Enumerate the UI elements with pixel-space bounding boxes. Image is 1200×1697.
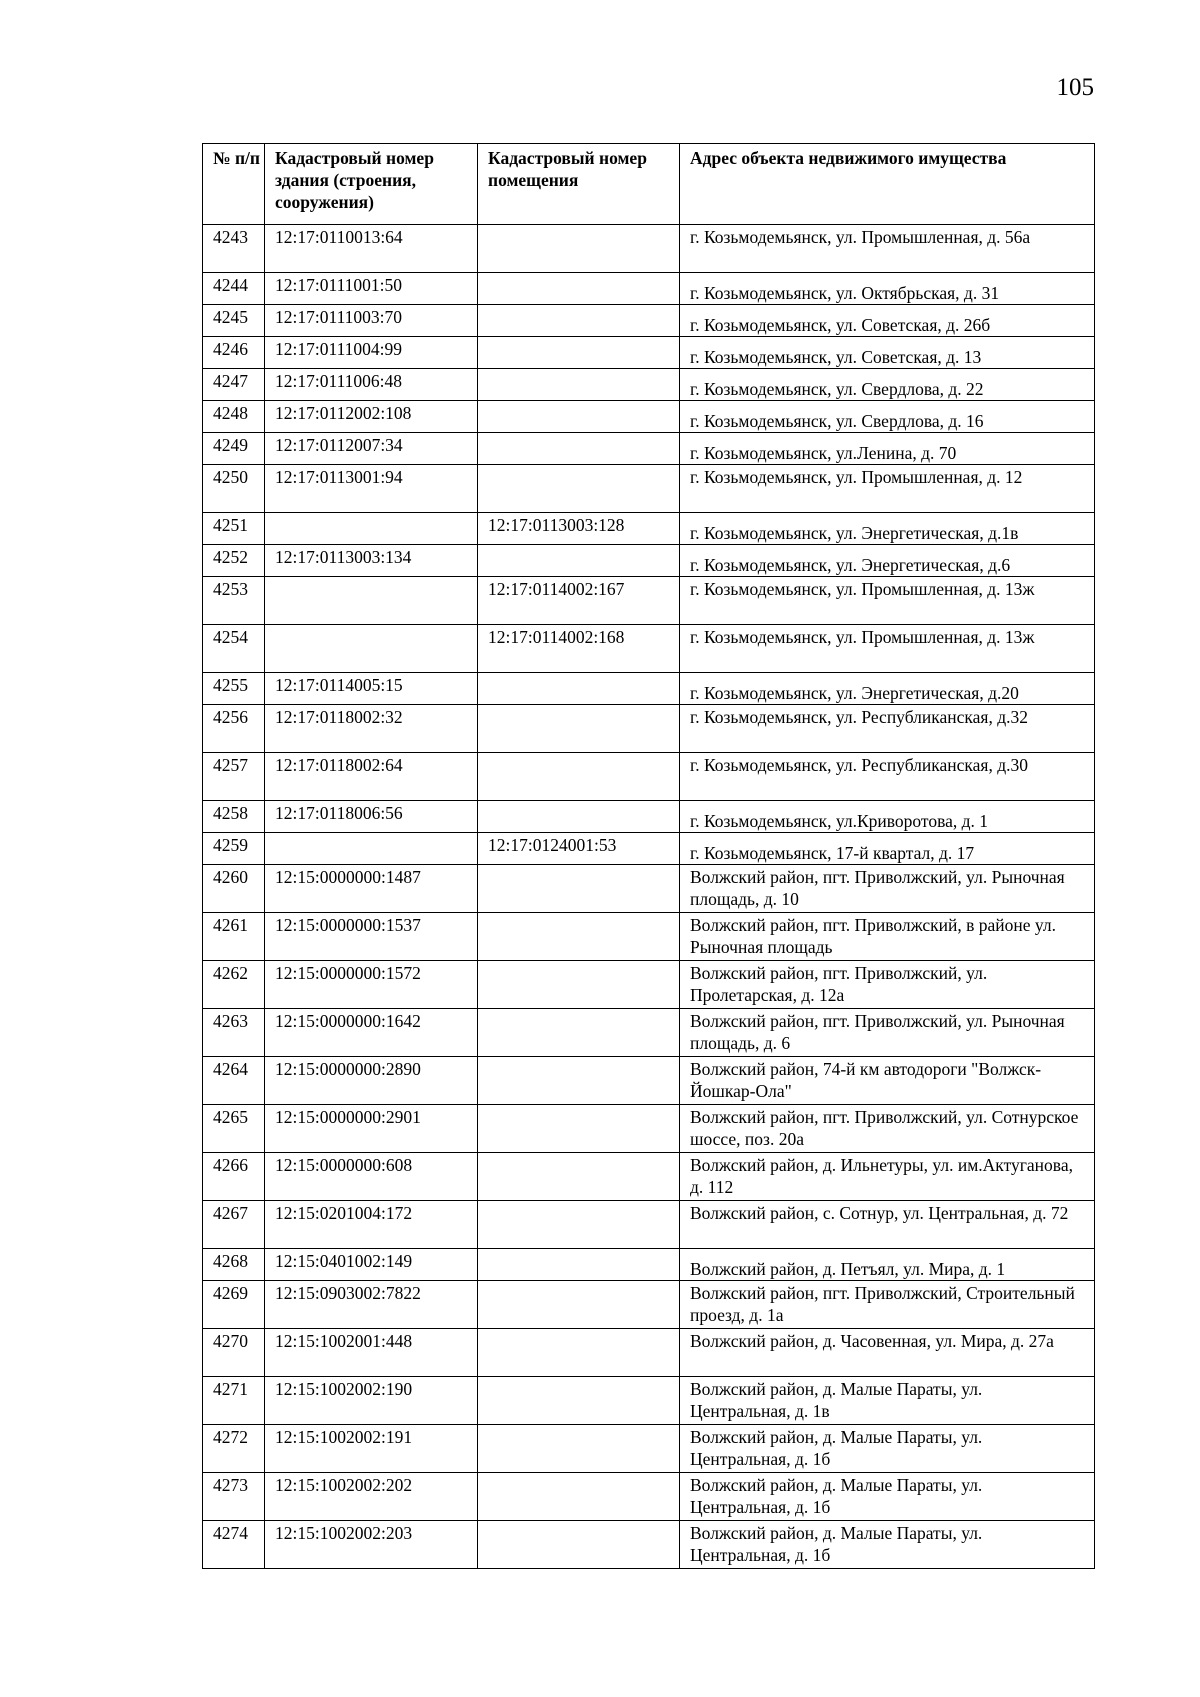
cell-building-cadastral: 12:15:1002002:203	[265, 1521, 478, 1569]
cell-address: Волжский район, с. Сотнур, ул. Центральная, д. 72	[680, 1201, 1095, 1249]
cell-premises-cadastral	[478, 1009, 680, 1057]
cell-number: 4262	[203, 961, 265, 1009]
cell-number: 4273	[203, 1473, 265, 1521]
cell-premises-cadastral	[478, 1521, 680, 1569]
cell-address: Волжский район, д. Малые Параты, ул. Центральная, д. 1б	[680, 1425, 1095, 1473]
cell-address: г. Козьмодемьянск, ул. Советская, д. 26б	[680, 305, 1095, 337]
cell-number: 4271	[203, 1377, 265, 1425]
cell-premises-cadastral	[478, 545, 680, 577]
table-body	[203, 225, 1095, 1569]
cell-address: г. Козьмодемьянск, ул. Промышленная, д. 13ж	[680, 625, 1095, 673]
table-row	[203, 273, 1095, 305]
cell-number: 4267	[203, 1201, 265, 1249]
cell-number: 4266	[203, 1153, 265, 1201]
cell-number: 4245	[203, 305, 265, 337]
cell-premises-cadastral	[478, 753, 680, 801]
table-row	[203, 1105, 1095, 1153]
cell-address: г. Козьмодемьянск, ул. Республиканская, д.30	[680, 753, 1095, 801]
cell-number: 4265	[203, 1105, 265, 1153]
cell-number: 4274	[203, 1521, 265, 1569]
table-row	[203, 961, 1095, 1009]
cell-building-cadastral: 12:15:0000000:608	[265, 1153, 478, 1201]
header-address: Адрес объекта недвижимого имущества	[680, 144, 1095, 225]
cell-premises-cadastral	[478, 1377, 680, 1425]
cell-building-cadastral: 12:17:0118002:32	[265, 705, 478, 753]
header-premises-cadastral: Кадастровый номер помещения	[478, 144, 680, 225]
table-row	[203, 1153, 1095, 1201]
cell-premises-cadastral	[478, 673, 680, 705]
cell-building-cadastral: 12:17:0111006:48	[265, 369, 478, 401]
cell-building-cadastral: 12:15:0000000:2901	[265, 1105, 478, 1153]
cell-number: 4268	[203, 1249, 265, 1281]
table-row	[203, 1057, 1095, 1105]
cell-building-cadastral	[265, 577, 478, 625]
cell-building-cadastral: 12:15:0903002:7822	[265, 1281, 478, 1329]
cell-number: 4246	[203, 337, 265, 369]
cell-address: г. Козьмодемьянск, ул. Республиканская, д.32	[680, 705, 1095, 753]
cell-building-cadastral: 12:17:0118006:56	[265, 801, 478, 833]
table-row	[203, 833, 1095, 865]
cell-building-cadastral	[265, 833, 478, 865]
cell-address: г. Козьмодемьянск, ул. Промышленная, д. 12	[680, 465, 1095, 513]
cell-building-cadastral: 12:17:0111004:99	[265, 337, 478, 369]
cell-premises-cadastral	[478, 865, 680, 913]
cell-number: 4264	[203, 1057, 265, 1105]
table-row	[203, 1329, 1095, 1377]
cell-number: 4257	[203, 753, 265, 801]
cell-address: Волжский район, д. Ильнетуры, ул. им.Актуганова, д. 112	[680, 1153, 1095, 1201]
table-row	[203, 1281, 1095, 1329]
cell-number: 4258	[203, 801, 265, 833]
cell-premises-cadastral	[478, 273, 680, 305]
cell-building-cadastral: 12:15:0000000:1487	[265, 865, 478, 913]
cell-address: г. Козьмодемьянск, ул. Промышленная, д. 13ж	[680, 577, 1095, 625]
cell-address: Волжский район, пгт. Приволжский, ул. Рыночная площадь, д. 6	[680, 1009, 1095, 1057]
table-row	[203, 865, 1095, 913]
cell-building-cadastral: 12:15:1002002:202	[265, 1473, 478, 1521]
table-row	[203, 1521, 1095, 1569]
cell-premises-cadastral	[478, 705, 680, 753]
table-row	[203, 913, 1095, 961]
page-number: 105	[1056, 74, 1094, 101]
cell-number: 4250	[203, 465, 265, 513]
cell-number: 4252	[203, 545, 265, 577]
cell-building-cadastral: 12:15:0000000:1537	[265, 913, 478, 961]
cell-premises-cadastral	[478, 913, 680, 961]
cell-building-cadastral: 12:15:0000000:2890	[265, 1057, 478, 1105]
table-row	[203, 337, 1095, 369]
cell-premises-cadastral	[478, 1201, 680, 1249]
cell-number: 4249	[203, 433, 265, 465]
cell-address: г. Козьмодемьянск, ул. Свердлова, д. 22	[680, 369, 1095, 401]
cell-premises-cadastral	[478, 1425, 680, 1473]
cell-number: 4260	[203, 865, 265, 913]
cell-number: 4253	[203, 577, 265, 625]
table-row	[203, 801, 1095, 833]
header-building-cadastral: Кадастровый номер здания (строения, сооружения)	[265, 144, 478, 225]
table-row	[203, 1201, 1095, 1249]
cell-address: Волжский район, д. Малые Параты, ул. Центральная, д. 1б	[680, 1521, 1095, 1569]
cell-number: 4251	[203, 513, 265, 545]
cell-address: Волжский район, пгт. Приволжский, Строительный проезд, д. 1а	[680, 1281, 1095, 1329]
table-row	[203, 305, 1095, 337]
table-row	[203, 1425, 1095, 1473]
cell-building-cadastral	[265, 625, 478, 673]
cell-building-cadastral: 12:17:0112007:34	[265, 433, 478, 465]
table-row	[203, 705, 1095, 753]
cell-building-cadastral: 12:15:0000000:1642	[265, 1009, 478, 1057]
table-row	[203, 1009, 1095, 1057]
cell-building-cadastral: 12:15:1002002:191	[265, 1425, 478, 1473]
cell-number: 4261	[203, 913, 265, 961]
cell-building-cadastral	[265, 513, 478, 545]
cell-premises-cadastral	[478, 1329, 680, 1377]
cell-number: 4272	[203, 1425, 265, 1473]
cell-address: Волжский район, 74-й км автодороги "Волжск-Йошкар-Ола"	[680, 1057, 1095, 1105]
cell-address: г. Козьмодемьянск, ул. Энергетическая, д.20	[680, 673, 1095, 705]
header-number: № п/п	[203, 144, 265, 225]
cell-address: Волжский район, пгт. Приволжский, ул. Пролетарская, д. 12а	[680, 961, 1095, 1009]
cell-number: 4244	[203, 273, 265, 305]
table-row	[203, 1249, 1095, 1281]
cell-building-cadastral: 12:17:0114005:15	[265, 673, 478, 705]
cell-number: 4259	[203, 833, 265, 865]
cell-premises-cadastral: 12:17:0124001:53	[478, 833, 680, 865]
cell-number: 4269	[203, 1281, 265, 1329]
cell-building-cadastral: 12:17:0112002:108	[265, 401, 478, 433]
table-row	[203, 369, 1095, 401]
table-row	[203, 673, 1095, 705]
cell-premises-cadastral	[478, 1473, 680, 1521]
cell-premises-cadastral	[478, 337, 680, 369]
cell-address: г. Козьмодемьянск, ул. Энергетическая, д.6	[680, 545, 1095, 577]
table-row	[203, 1473, 1095, 1521]
table-row	[203, 753, 1095, 801]
cell-building-cadastral: 12:15:1002002:190	[265, 1377, 478, 1425]
cell-number: 4263	[203, 1009, 265, 1057]
cell-building-cadastral: 12:15:0000000:1572	[265, 961, 478, 1009]
cell-premises-cadastral	[478, 1105, 680, 1153]
cell-address: Волжский район, пгт. Приволжский, в районе ул. Рыночная площадь	[680, 913, 1095, 961]
cell-building-cadastral: 12:15:1002001:448	[265, 1329, 478, 1377]
cell-premises-cadastral	[478, 1249, 680, 1281]
table-row	[203, 1377, 1095, 1425]
cell-premises-cadastral	[478, 305, 680, 337]
table-row	[203, 625, 1095, 673]
table-row	[203, 401, 1095, 433]
cell-building-cadastral: 12:17:0110013:64	[265, 225, 478, 273]
cell-address: Волжский район, д. Часовенная, ул. Мира, д. 27а	[680, 1329, 1095, 1377]
cell-premises-cadastral: 12:17:0114002:167	[478, 577, 680, 625]
table-row	[203, 545, 1095, 577]
cell-premises-cadastral	[478, 465, 680, 513]
table-row	[203, 513, 1095, 545]
cell-address: г. Козьмодемьянск, ул. Свердлова, д. 16	[680, 401, 1095, 433]
cell-address: г. Козьмодемьянск, ул. Промышленная, д. 56а	[680, 225, 1095, 273]
cell-address: г. Козьмодемьянск, ул. Энергетическая, д.1в	[680, 513, 1095, 545]
cell-address: г. Козьмодемьянск, 17-й квартал, д. 17	[680, 833, 1095, 865]
cell-number: 4256	[203, 705, 265, 753]
cell-building-cadastral: 12:17:0111001:50	[265, 273, 478, 305]
cell-building-cadastral: 12:17:0118002:64	[265, 753, 478, 801]
cell-address: Волжский район, д. Малые Параты, ул. Центральная, д. 1б	[680, 1473, 1095, 1521]
cell-number: 4270	[203, 1329, 265, 1377]
cell-building-cadastral: 12:17:0113003:134	[265, 545, 478, 577]
cell-premises-cadastral	[478, 1281, 680, 1329]
table-header-row	[203, 144, 1095, 225]
cell-premises-cadastral	[478, 225, 680, 273]
cell-premises-cadastral: 12:17:0114002:168	[478, 625, 680, 673]
cell-building-cadastral: 12:17:0113001:94	[265, 465, 478, 513]
cell-address: г. Козьмодемьянск, ул. Октябрьская, д. 31	[680, 273, 1095, 305]
cell-premises-cadastral	[478, 433, 680, 465]
table-row	[203, 225, 1095, 273]
cell-address: Волжский район, д. Петъял, ул. Мира, д. 1	[680, 1249, 1095, 1281]
cell-number: 4247	[203, 369, 265, 401]
cell-number: 4248	[203, 401, 265, 433]
cell-number: 4254	[203, 625, 265, 673]
cell-number: 4243	[203, 225, 265, 273]
table-row	[203, 577, 1095, 625]
cell-premises-cadastral	[478, 401, 680, 433]
cell-premises-cadastral	[478, 369, 680, 401]
cell-address: Волжский район, пгт. Приволжский, ул. Рыночная площадь, д. 10	[680, 865, 1095, 913]
cell-building-cadastral: 12:15:0401002:149	[265, 1249, 478, 1281]
cell-number: 4255	[203, 673, 265, 705]
cell-premises-cadastral	[478, 801, 680, 833]
cell-building-cadastral: 12:15:0201004:172	[265, 1201, 478, 1249]
cell-premises-cadastral	[478, 961, 680, 1009]
property-table	[202, 143, 1095, 1569]
cell-address: г. Козьмодемьянск, ул.Криворотова, д. 1	[680, 801, 1095, 833]
cell-premises-cadastral: 12:17:0113003:128	[478, 513, 680, 545]
cell-address: г. Козьмодемьянск, ул. Советская, д. 13	[680, 337, 1095, 369]
cell-address: г. Козьмодемьянск, ул.Ленина, д. 70	[680, 433, 1095, 465]
table-row	[203, 465, 1095, 513]
cell-building-cadastral: 12:17:0111003:70	[265, 305, 478, 337]
cell-address: Волжский район, д. Малые Параты, ул. Центральная, д. 1в	[680, 1377, 1095, 1425]
cell-premises-cadastral	[478, 1057, 680, 1105]
cell-address: Волжский район, пгт. Приволжский, ул. Сотнурское шоссе, поз. 20а	[680, 1105, 1095, 1153]
table-row	[203, 433, 1095, 465]
cell-premises-cadastral	[478, 1153, 680, 1201]
